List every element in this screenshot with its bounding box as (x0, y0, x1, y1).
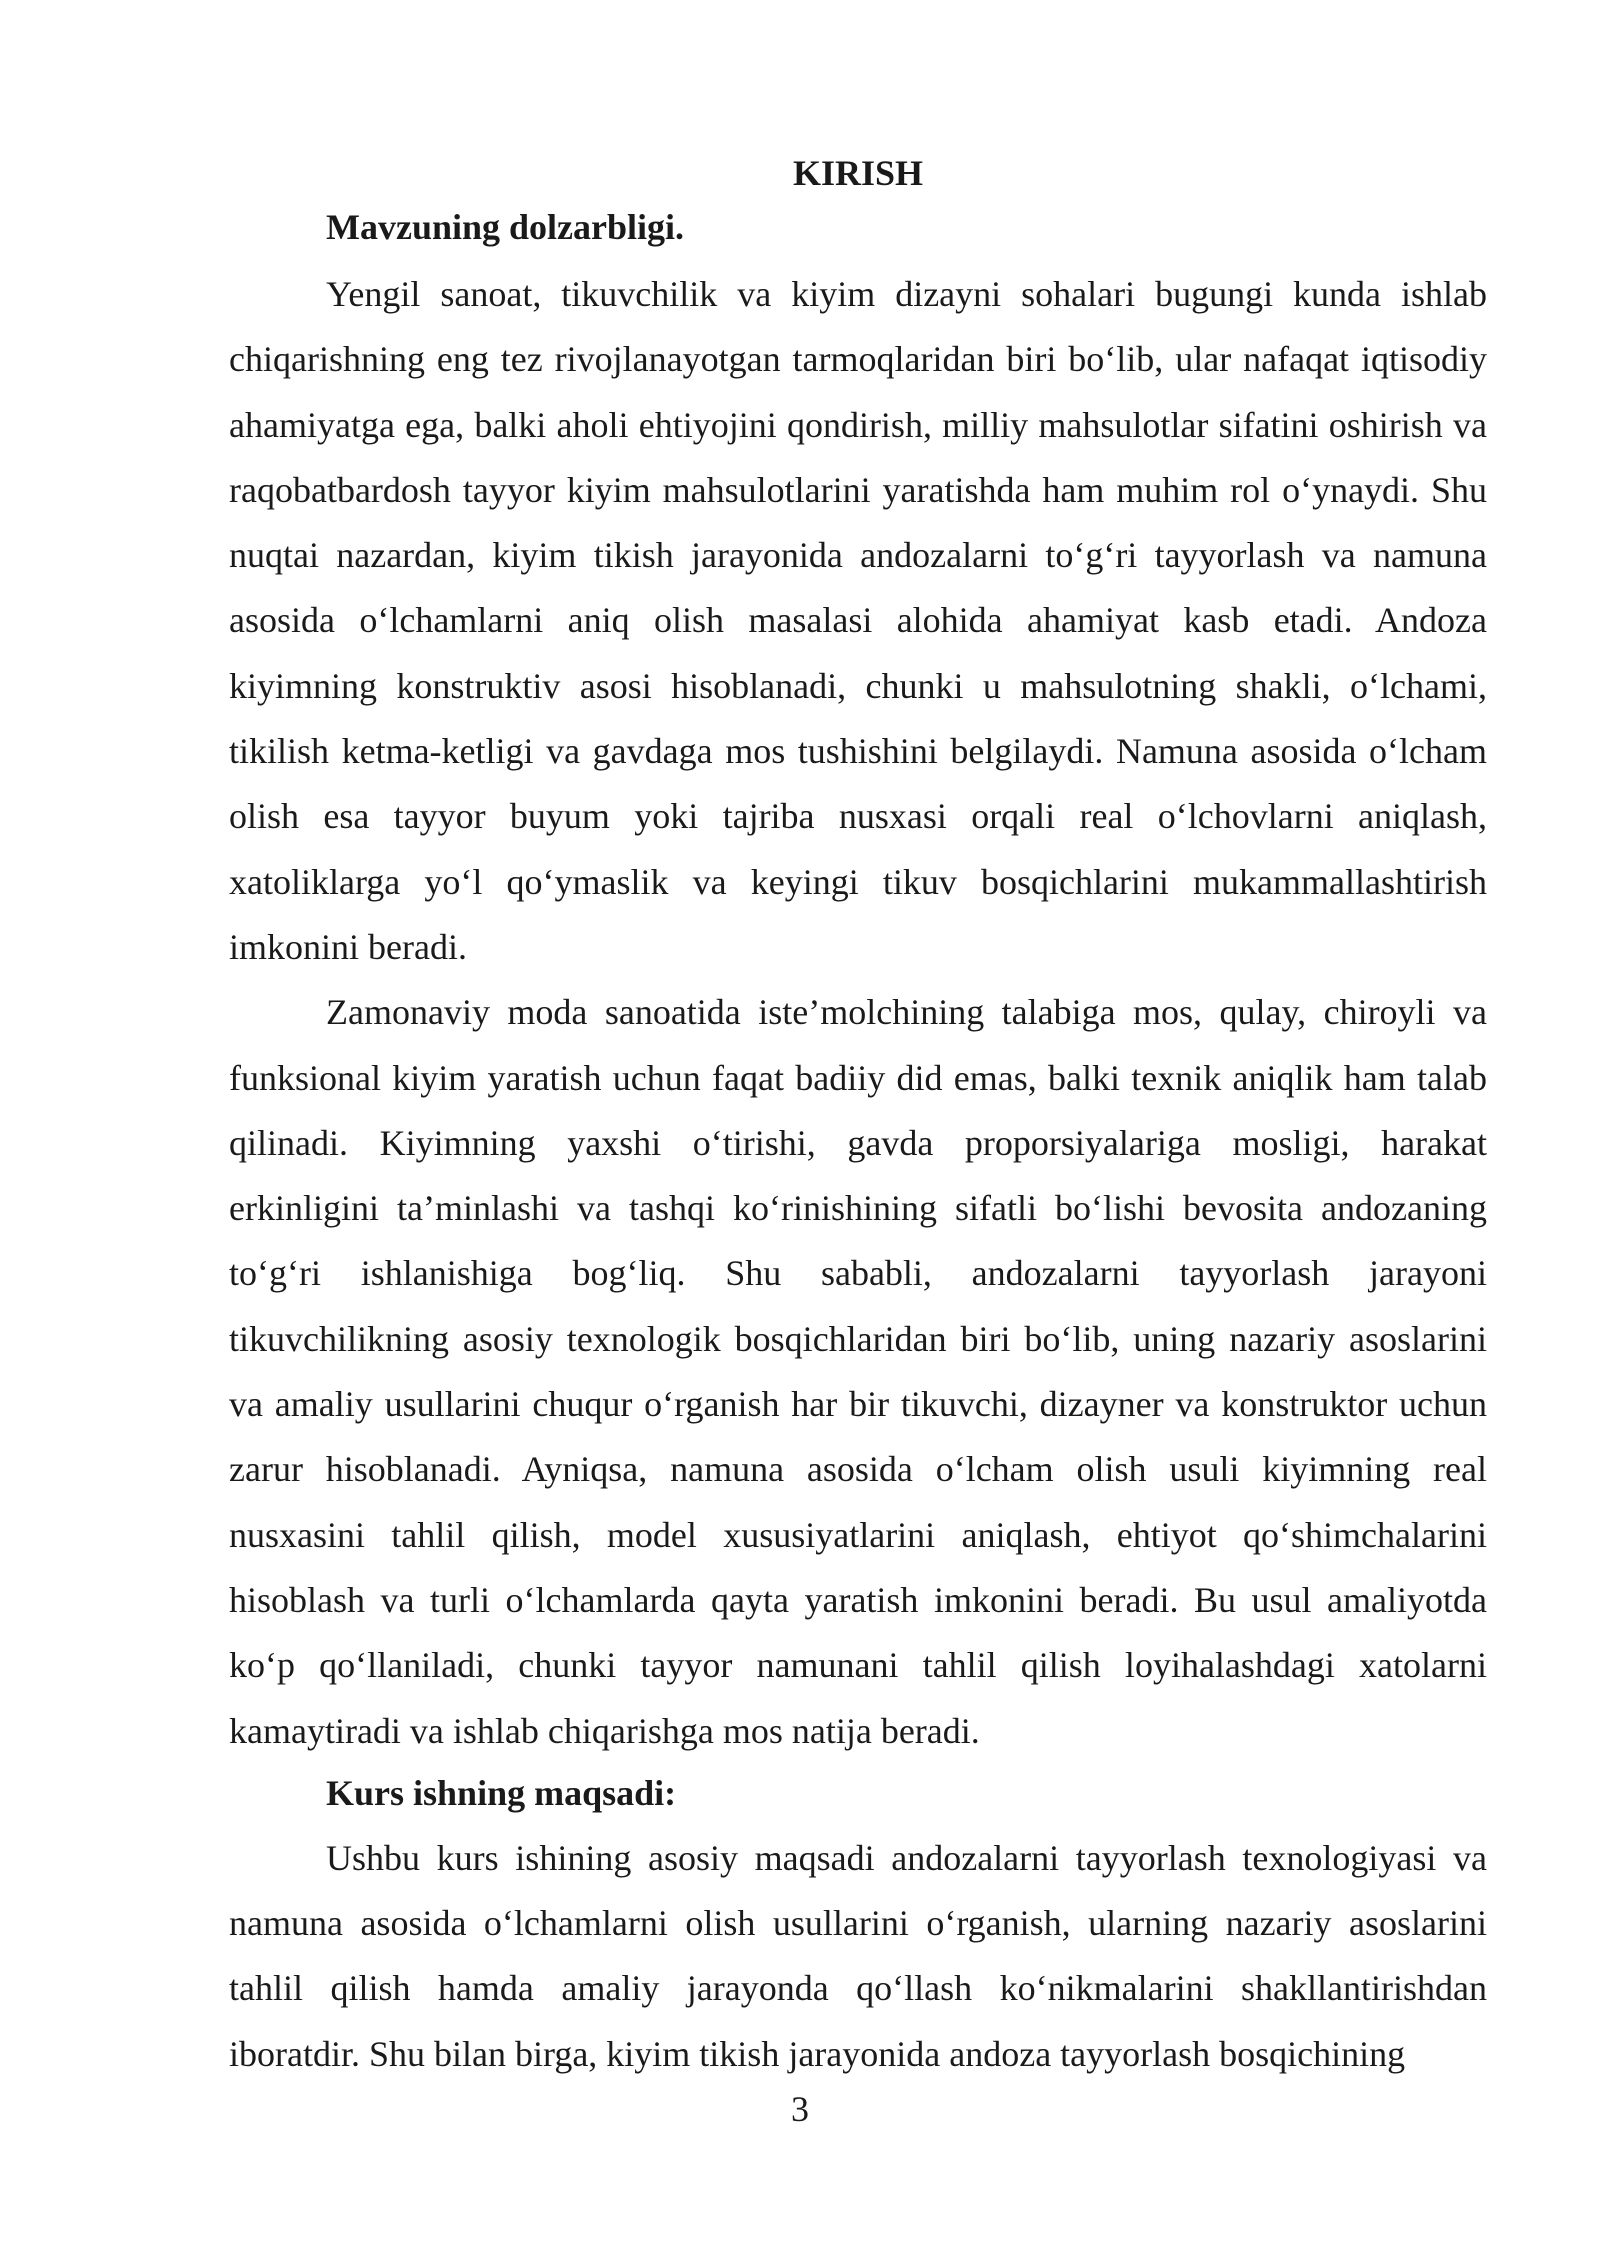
section-heading-relevance: Mavzuning dolzarbligi. (326, 207, 685, 247)
paragraph: Zamonaviy moda sanoatida iste’molchining talabiga mos, qulay, chiroyli va funksional kiyim yaratish uchun faqat badiiy did emas, balki texnik aniqlik ham talab qilinadi. Kiyimning yaxshi o‘tirishi, gavda proporsiyalariga mosligi, harakat erkinligini ta’minlashi va tashqi ko‘rinishining sifatli bo‘lishi bevosita andozaning to‘g‘ri ishlanishiga bog‘liq. Shu sababli, andozalarni tayyorlash jarayoni tikuvchilikning asosiy texnologik bosqichlaridan biri bo‘lib, uning nazariy asoslarini va amaliy usullarini chuqur o‘rganish har bir tikuvchi, dizayner va konstruktor uchun zarur hisoblanadi. Ayniqsa, namuna asosida o‘lcham olish usuli kiyimning real nusxasini tahlil qilish, model xususiyatlarini aniqlash, ehtiyot qo‘shimchalarini hisoblash va turli o‘lchamlarda qayta yaratish imkonini beradi. Bu usul amaliyotda ko‘p qo‘llaniladi, chunki tayyor namunani tahlil qilish loyihalashdagi xatolarni kamaytiradi va ishlab chiqarishga mos natija beradi. (229, 992, 1487, 1751)
page-number: 3 (791, 2089, 809, 2129)
page-body (229, 146, 1487, 2087)
page-title: KIRISH (792, 153, 924, 193)
paragraph: Ushbu kurs ishining asosiy maqsadi andozalarni tayyorlash texnologiyasi va namuna asosida o‘lchamlarni olish usullarini o‘rganish, ularning nazariy asoslarini tahlil qilish hamda amaliy jarayonda qo‘llash ko‘nikmalarini shakllantirishdan iboratdir. Shu bilan birga, kiyim tikish jarayonida andoza tayyorlash bosqichining (229, 1837, 1487, 2074)
paragraph: Yengil sanoat, tikuvchilik va kiyim dizayni sohalari bugungi kunda ishlab chiqarishning eng tez rivojlanayotgan tarmoqlaridan biri bo‘lib, ular nafaqat iqtisodiy ahamiyatga ega, balki aholi ehtiyojini qondirish, milliy mahsulotlar sifatini oshirish va raqobatbardosh tayyor kiyim mahsulotlarini yaratishda ham muhim rol o‘ynaydi. Shu nuqtai nazardan, kiyim tikish jarayonida andozalarni to‘g‘ri tayyorlash va namuna asosida o‘lchamlarni aniq olish masalasi alohida ahamiyat kasb etadi. Andoza kiyimning konstruktiv asosi hisoblanadi, chunki u mahsulotning shakli, o‘lchami, tikilish ketma-ketligi va gavdaga mos tushishini belgilaydi. Namuna asosida o‘lcham olish esa tayyor buyum yoki tajriba nusxasi orqali real o‘lchovlarni aniqlash, xatoliklarga yo‘l qo‘ymaslik va keyingi tikuv bosqichlarini mukammallashtirish imkonini beradi. (229, 274, 1487, 967)
section-heading-goal: Kurs ishning maqsadi: (326, 1772, 677, 1813)
